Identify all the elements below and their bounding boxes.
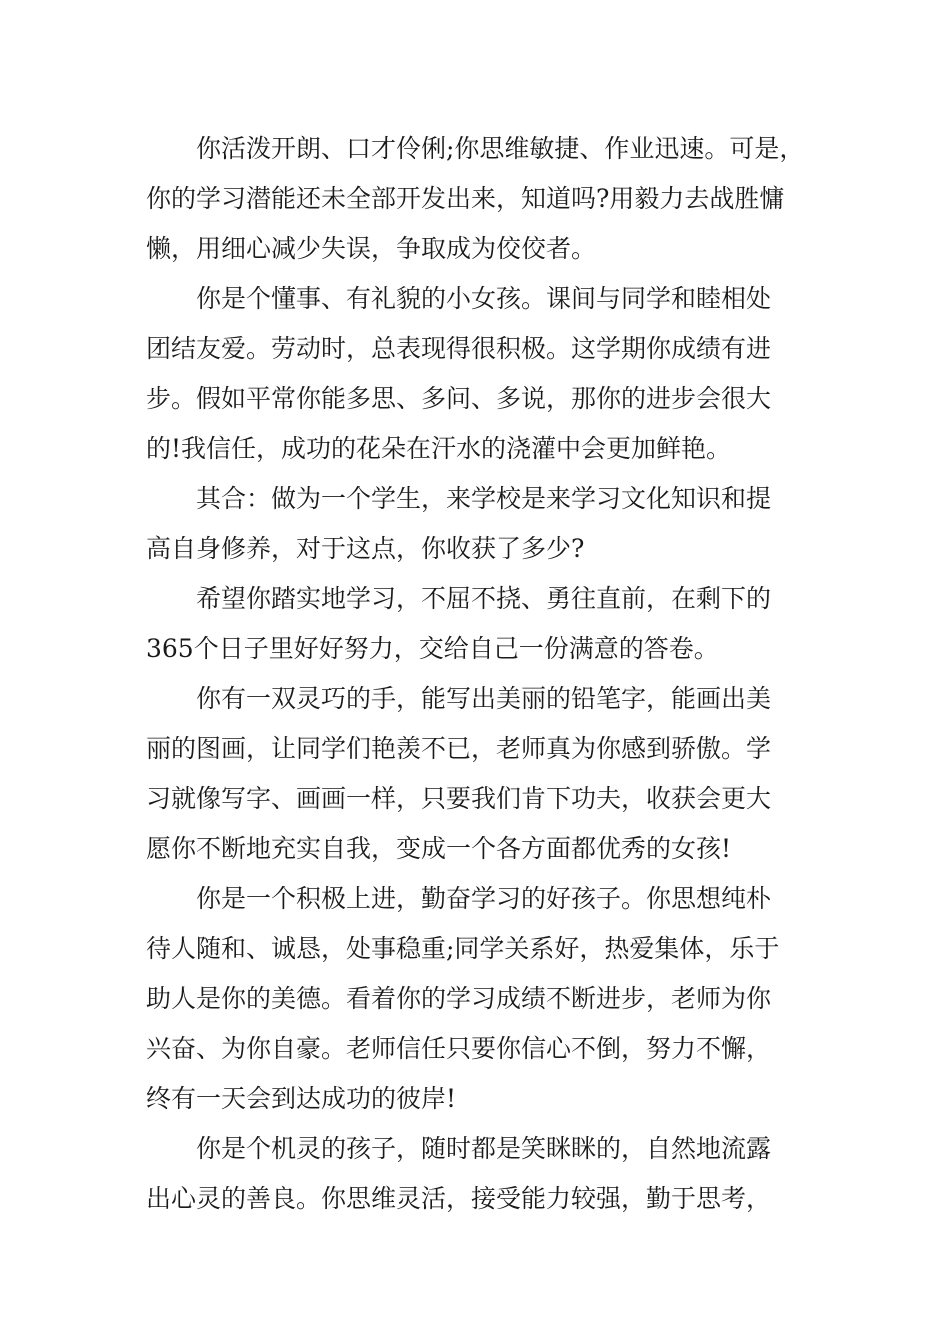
paragraph-5 (146, 674, 814, 874)
paragraph-line: 希望你踏实地学习，不屈不挠、勇往直前，在剩下的 (196, 584, 772, 613)
paragraph-line: 的!我信任，成功的花朵在汗水的浇灌中会更加鲜艳。 (146, 434, 732, 463)
paragraph-line: 团结友爱。劳动时，总表现得很积极。这学期你成绩有进 (146, 334, 772, 363)
paragraph-line: 365个日子里好好努力，交给自己一份满意的答卷。 (146, 634, 719, 663)
paragraph-line: 懒，用细心减少失误，争取成为佼佼者。 (146, 234, 597, 263)
paragraph-3 (146, 474, 814, 574)
paragraph-line: 丽的图画，让同学们艳羡不已，老师真为你感到骄傲。学 (146, 734, 772, 763)
paragraph-line: 你是个懂事、有礼貌的小女孩。课间与同学和睦相处 (196, 284, 772, 313)
paragraph-line: 你有一双灵巧的手，能写出美丽的铅笔字，能画出美 (196, 684, 772, 713)
paragraph-line: 你是个机灵的孩子，随时都是笑眯眯的，自然地流露 (196, 1134, 772, 1163)
paragraph-line: 出心灵的善良。你思维灵活，接受能力较强，勤于思考， (146, 1184, 772, 1213)
paragraph-line: 愿你不断地充实自我，变成一个各方面都优秀的女孩! (146, 834, 732, 863)
paragraph-6 (146, 874, 814, 1124)
paragraph-line: 你的学习潜能还未全部开发出来，知道吗?用毅力去战胜慵 (146, 184, 785, 213)
paragraph-line: 终有一天会到达成功的彼岸! (146, 1084, 457, 1113)
paragraph-line: 步。假如平常你能多思、多问、多说，那你的进步会很大 (146, 384, 772, 413)
paragraph-4 (146, 574, 814, 674)
paragraph-line: 你活泼开朗、口才伶俐;你思维敏捷、作业迅速。可是， (196, 134, 805, 163)
paragraph-line: 其合：做为一个学生，来学校是来学习文化知识和提 (196, 484, 772, 513)
paragraph-line: 兴奋、为你自豪。老师信任只要你信心不倒，努力不懈， (146, 1034, 772, 1063)
paragraph-2 (146, 274, 814, 474)
paragraph-7 (146, 1124, 814, 1224)
paragraph-line: 高自身修养，对于这点，你收获了多少? (146, 534, 585, 563)
paragraph-line: 习就像写字、画画一样，只要我们肯下功夫，收获会更大 (146, 784, 772, 813)
paragraph-line: 你是一个积极上进，勤奋学习的好孩子。你思想纯朴 (196, 884, 772, 913)
document-body (146, 124, 814, 1224)
paragraph-line: 待人随和、诚恳，处事稳重;同学关系好，热爱集体，乐于 (146, 934, 780, 963)
paragraph-line: 助人是你的美德。看着你的学习成绩不断进步，老师为你 (146, 984, 772, 1013)
paragraph-1 (146, 124, 814, 274)
